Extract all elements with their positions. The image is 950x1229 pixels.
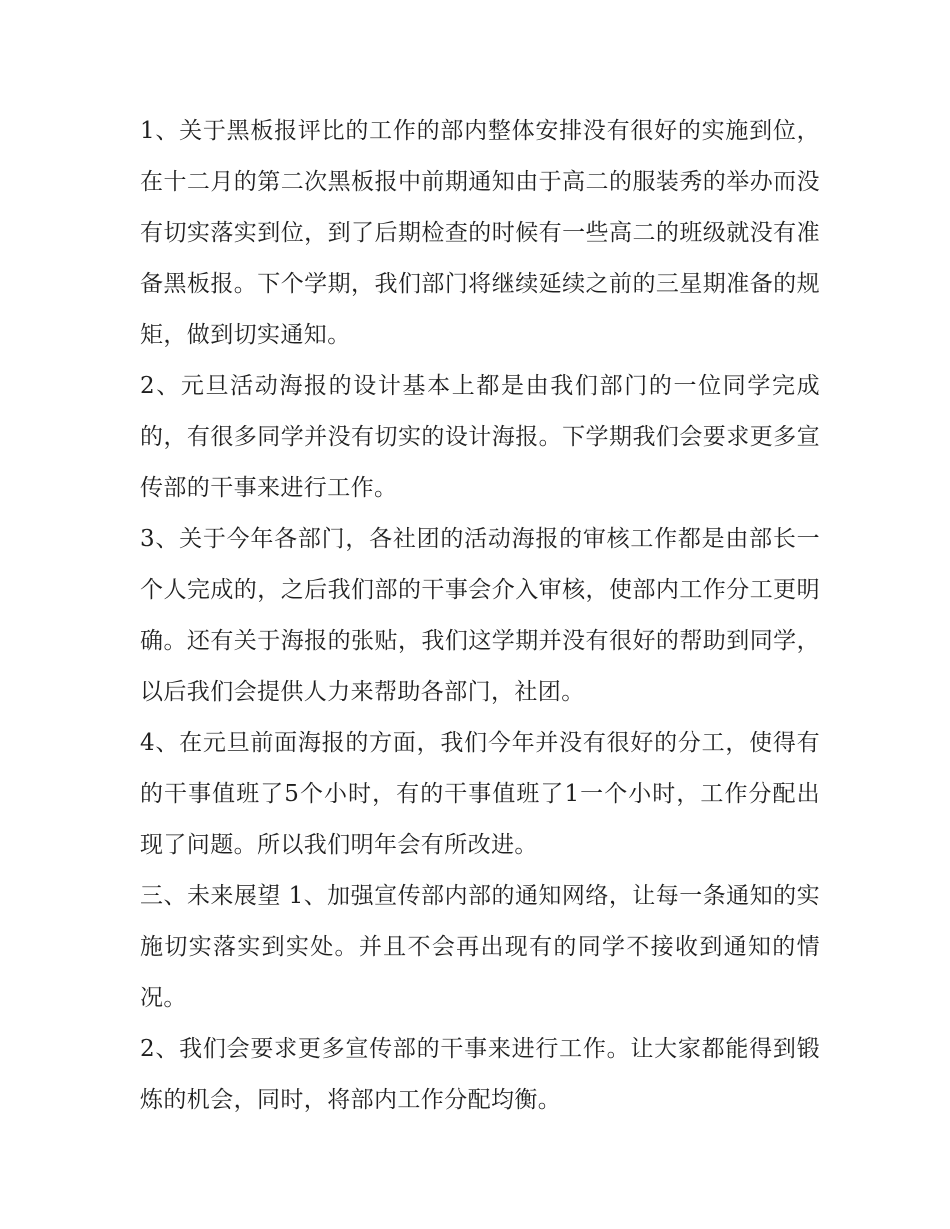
- paragraph-more-staff: 2、我们会要求更多宣传部的干事来进行工作。让大家都能得到锻炼的机会，同时，将部内工作分配均衡。: [140, 1036, 820, 1113]
- paragraph-poster-review-work: 3、关于今年各部门，各社团的活动海报的审核工作都是由部长一个人完成的，之后我们部的干事会介入审核，使部内工作分工更明确。还有关于海报的张贴，我们这学期并没有很好的帮助到同学，以后我们会提供人力来帮助各部门，社团。: [140, 526, 820, 705]
- paragraph-new-year-poster-design: 2、元旦活动海报的设计基本上都是由我们部门的一位同学完成的，有很多同学并没有切实的设计海报。下学期我们会要求更多宣传部的干事来进行工作。: [140, 373, 820, 501]
- paragraph-future-outlook: 三、未来展望 1、加强宣传部内部的通知网络，让每一条通知的实施切实落实到实处。并且不会再出现有的同学不接收到通知的情况。: [140, 883, 820, 1011]
- paragraph-duty-allocation: 4、在元旦前面海报的方面，我们今年并没有很好的分工，使得有的干事值班了5个小时，有的干事值班了1一个小时，工作分配出现了问题。所以我们明年会有所改进。: [140, 730, 820, 858]
- paragraph-blackboard-review: 1、关于黑板报评比的工作的部内整体安排没有很好的实施到位，在十二月的第二次黑板报中前期通知由于高二的服装秀的举办而没有切实落实到位，到了后期检查的时候有一些高二的班级就没有准备黑板报。下个学期，我们部门将继续延续之前的三星期准备的规矩，做到切实通知。: [140, 118, 820, 348]
- document-body: [140, 106, 820, 1126]
